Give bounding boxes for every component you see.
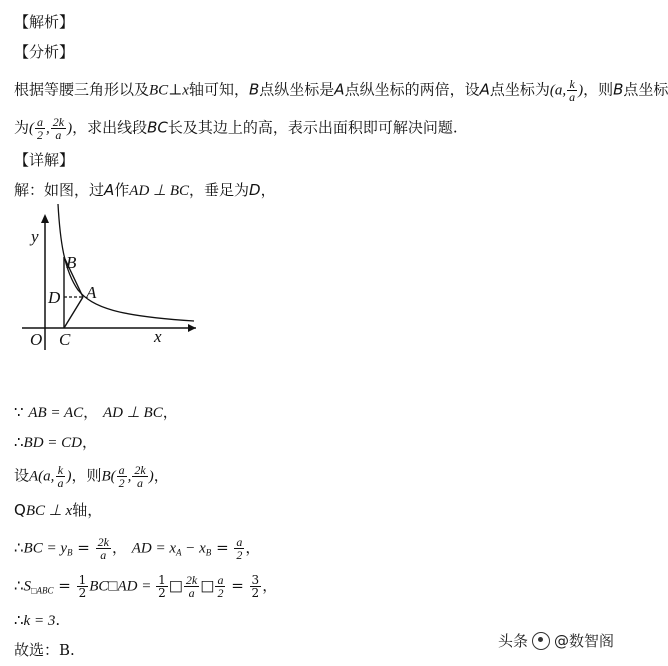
watermark-text: 头条 — [498, 632, 529, 650]
math: (a, — [549, 82, 567, 99]
text: ，垂足为 — [189, 181, 250, 199]
numerator: k — [569, 77, 575, 91]
label-x: x — [154, 327, 162, 346]
step-5 — [14, 536, 260, 563]
math: − x — [181, 540, 206, 557]
text: ， — [162, 403, 178, 421]
subscript: A — [176, 547, 182, 558]
label-a: A — [86, 283, 97, 302]
analysis-line-1 — [14, 78, 668, 103]
math: AD ⊥ BC — [102, 405, 163, 421]
math: D — [249, 181, 261, 199]
y-axis-arrow — [41, 214, 49, 223]
denominator: a — [57, 476, 64, 490]
fraction — [77, 574, 89, 599]
denominator: 2 — [217, 586, 224, 600]
math: ∴ — [14, 538, 24, 557]
answer-line: 故选：B. — [14, 641, 75, 659]
math: BC — [149, 82, 169, 99]
math: AB = AC — [28, 405, 84, 421]
numerator: k — [57, 463, 64, 477]
fraction — [234, 536, 244, 561]
label-y: y — [31, 227, 39, 246]
math: A — [479, 80, 490, 99]
step-2 — [14, 432, 97, 453]
analysis-line-2 — [14, 116, 458, 141]
math: B — [248, 80, 260, 99]
heading-detail: 【详解】 — [14, 151, 75, 169]
text: ， — [260, 181, 276, 199]
subscript: B — [205, 547, 212, 558]
denominator: 2 — [118, 476, 125, 490]
text: ，则 — [71, 466, 102, 485]
fraction — [132, 464, 147, 489]
math: ∵ — [14, 403, 24, 421]
fraction — [184, 574, 199, 599]
text: 为 — [14, 118, 30, 137]
label-o: O — [30, 330, 43, 349]
fraction — [96, 536, 111, 561]
math: ) — [578, 82, 584, 99]
fraction — [215, 574, 225, 599]
denominator: a — [569, 90, 576, 104]
step-7 — [14, 610, 60, 631]
text: 解：如图，过 — [14, 181, 105, 199]
math: A — [334, 80, 345, 99]
math: AD ⊥ BC — [129, 183, 190, 199]
text: 点纵坐标是 — [259, 80, 335, 99]
math: x — [182, 82, 189, 99]
hyperbola-triangle-figure — [18, 200, 208, 360]
math: □ — [168, 576, 183, 595]
math: BC□AD = — [89, 578, 156, 595]
label-c: C — [59, 330, 71, 349]
math: ) — [66, 468, 72, 485]
math: Q — [14, 501, 26, 519]
math: A — [104, 181, 115, 199]
text: 点坐标 — [623, 80, 668, 99]
fraction — [156, 574, 168, 599]
numerator: a — [236, 535, 243, 549]
text: 轴， — [72, 501, 103, 519]
math: BC ⊥ x — [25, 503, 73, 519]
text: 根据等腰三角形以及 — [14, 80, 150, 99]
fraction — [51, 116, 66, 141]
denominator: a — [55, 128, 62, 142]
subscript: □ABC — [31, 585, 54, 596]
math: ) — [67, 120, 73, 137]
text: 设 — [14, 466, 30, 485]
math: BC — [147, 118, 168, 137]
math: BC = y — [23, 540, 67, 557]
math: S — [23, 578, 32, 595]
numerator: 3 — [251, 573, 260, 587]
numerator: 2k — [185, 573, 198, 587]
fraction — [567, 78, 577, 103]
step-6 — [14, 574, 277, 601]
segment-ac — [64, 297, 83, 328]
x-axis-arrow — [188, 324, 196, 332]
numerator: 2k — [52, 115, 65, 129]
watermark-handle: @数智阁 — [554, 632, 615, 650]
text: ， — [245, 538, 261, 557]
math: ∴ — [14, 433, 24, 451]
text: ， — [82, 433, 98, 451]
numerator: a — [217, 573, 224, 587]
fraction — [55, 464, 65, 489]
denominator: a — [100, 548, 107, 562]
math: ) — [148, 468, 154, 485]
heading-breakdown: 【分析】 — [14, 43, 75, 61]
watermark — [498, 630, 614, 651]
text: ， — [111, 538, 127, 557]
text: ，求出线段 — [72, 118, 148, 137]
label-d: D — [48, 288, 61, 307]
fraction — [35, 116, 45, 141]
fraction — [117, 464, 127, 489]
denominator: 2 — [236, 548, 243, 562]
math: B( — [101, 468, 116, 485]
numerator: a — [118, 463, 125, 477]
text: 轴可知， — [188, 80, 249, 99]
text: 长及其边上的高，表示出面积即可解决问题. — [167, 118, 458, 137]
denominator: 2 — [78, 586, 87, 600]
math: k = 3 — [23, 613, 56, 629]
math: AD = x — [131, 540, 177, 557]
text: 作 — [114, 181, 130, 199]
math: BD = CD — [23, 435, 83, 451]
text: ， — [83, 403, 99, 421]
math: A(a, — [29, 468, 55, 485]
math: B — [613, 80, 624, 99]
text: 点坐标为 — [489, 80, 550, 99]
math: □ — [200, 576, 215, 595]
solution-intro — [14, 180, 276, 201]
numerator: 2k — [134, 463, 146, 477]
math: ∴ — [14, 611, 24, 629]
text: . — [55, 611, 61, 629]
label-b: B — [66, 253, 77, 272]
math: ( — [29, 120, 35, 137]
step-4 — [14, 500, 102, 521]
subscript: B — [67, 547, 73, 558]
numerator: 1 — [78, 573, 87, 587]
watermark-logo-icon — [532, 632, 550, 650]
denominator: 2 — [251, 586, 260, 600]
heading-analysis: 【解析】 — [14, 13, 75, 31]
denominator: a — [137, 476, 144, 490]
math: ⊥ — [168, 80, 183, 99]
math: , — [46, 120, 50, 137]
fraction — [250, 574, 262, 599]
text: ， — [262, 576, 278, 595]
math: ∴ — [14, 576, 24, 595]
text: 点纵坐标的两倍，设 — [344, 80, 480, 99]
math: = — [72, 538, 95, 557]
denominator: 2 — [37, 128, 44, 142]
step-3 — [14, 464, 169, 489]
math: = — [53, 576, 76, 595]
numerator: 2k — [97, 535, 109, 549]
numerator: 1 — [158, 573, 166, 587]
denominator: a — [188, 586, 195, 600]
math: = — [211, 538, 234, 557]
numerator: a — [37, 115, 44, 129]
text: ，则 — [583, 80, 614, 99]
math: , — [127, 468, 132, 485]
math: = — [226, 576, 249, 595]
step-1 — [14, 402, 178, 423]
text: ， — [153, 466, 169, 485]
denominator: 2 — [158, 586, 166, 600]
